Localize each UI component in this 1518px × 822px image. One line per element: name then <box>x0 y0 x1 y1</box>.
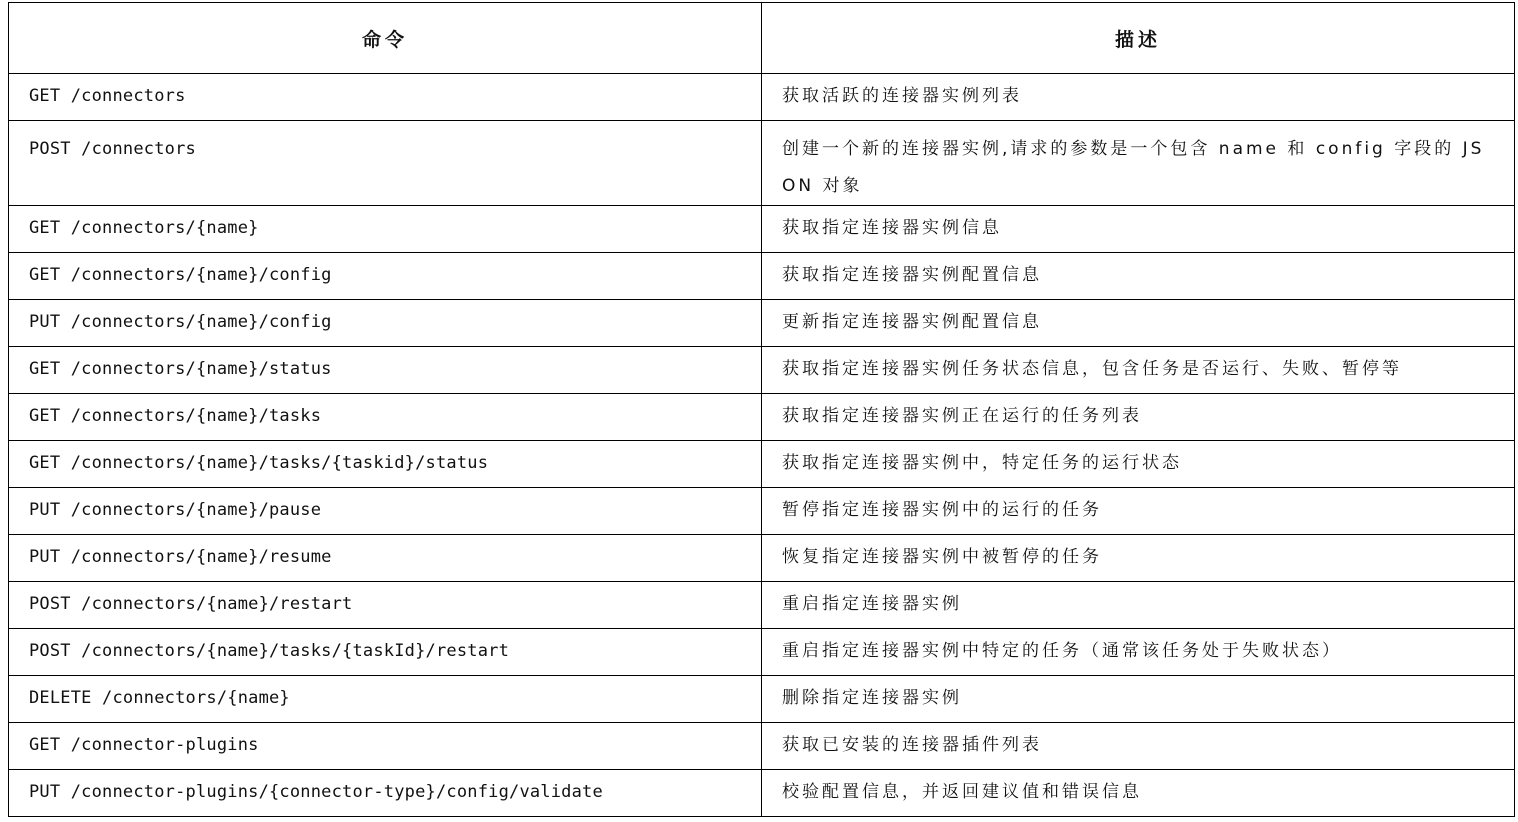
table-row <box>9 121 1515 206</box>
description-cell: 删除指定连接器实例 <box>762 676 1515 723</box>
command-column-header: 命令 <box>9 3 762 74</box>
description-cell: 恢复指定连接器实例中被暂停的任务 <box>762 535 1515 582</box>
description-cell: 更新指定连接器实例配置信息 <box>762 300 1515 347</box>
command-cell: GET /connectors/{name}/tasks/{taskid}/status <box>9 441 762 488</box>
command-cell: POST /connectors <box>9 121 762 206</box>
command-cell: GET /connector-plugins <box>9 723 762 770</box>
connect-rest-api-table <box>8 2 1515 817</box>
command-cell: GET /connectors/{name}/config <box>9 253 762 300</box>
table-row <box>9 676 1515 723</box>
header-row <box>9 3 1515 74</box>
description-cell: 获取指定连接器实例任务状态信息，包含任务是否运行、失败、暂停等 <box>762 347 1515 394</box>
description-cell: 获取指定连接器实例正在运行的任务列表 <box>762 394 1515 441</box>
description-column-header: 描述 <box>762 3 1515 74</box>
table-row <box>9 488 1515 535</box>
command-cell: DELETE /connectors/{name} <box>9 676 762 723</box>
command-cell: PUT /connectors/{name}/resume <box>9 535 762 582</box>
command-cell: GET /connectors/{name}/tasks <box>9 394 762 441</box>
command-cell: PUT /connectors/{name}/pause <box>9 488 762 535</box>
command-cell: GET /connectors/{name}/status <box>9 347 762 394</box>
description-cell: 获取指定连接器实例配置信息 <box>762 253 1515 300</box>
description-cell: 获取指定连接器实例中，特定任务的运行状态 <box>762 441 1515 488</box>
table-row <box>9 770 1515 817</box>
table-row <box>9 300 1515 347</box>
command-cell: GET /connectors <box>9 74 762 121</box>
table-row <box>9 394 1515 441</box>
table-row <box>9 347 1515 394</box>
table-row <box>9 535 1515 582</box>
command-cell: POST /connectors/{name}/tasks/{taskId}/restart <box>9 629 762 676</box>
table-row <box>9 629 1515 676</box>
description-cell: 重启指定连接器实例 <box>762 582 1515 629</box>
description-cell: 获取活跃的连接器实例列表 <box>762 74 1515 121</box>
table-row <box>9 74 1515 121</box>
description-cell: 校验配置信息，并返回建议值和错误信息 <box>762 770 1515 817</box>
command-cell: PUT /connector-plugins/{connector-type}/config/validate <box>9 770 762 817</box>
table-row <box>9 253 1515 300</box>
table-row <box>9 582 1515 629</box>
table-row <box>9 206 1515 253</box>
command-cell: POST /connectors/{name}/restart <box>9 582 762 629</box>
description-cell: 创建一个新的连接器实例,请求的参数是一个包含 name 和 config 字段的 JSON 对象 <box>762 121 1515 206</box>
description-cell: 获取指定连接器实例信息 <box>762 206 1515 253</box>
table-row <box>9 441 1515 488</box>
description-cell: 暂停指定连接器实例中的运行的任务 <box>762 488 1515 535</box>
description-cell: 重启指定连接器实例中特定的任务（通常该任务处于失败状态） <box>762 629 1515 676</box>
description-cell: 获取已安装的连接器插件列表 <box>762 723 1515 770</box>
command-cell: PUT /connectors/{name}/config <box>9 300 762 347</box>
command-cell: GET /connectors/{name} <box>9 206 762 253</box>
table-row <box>9 723 1515 770</box>
